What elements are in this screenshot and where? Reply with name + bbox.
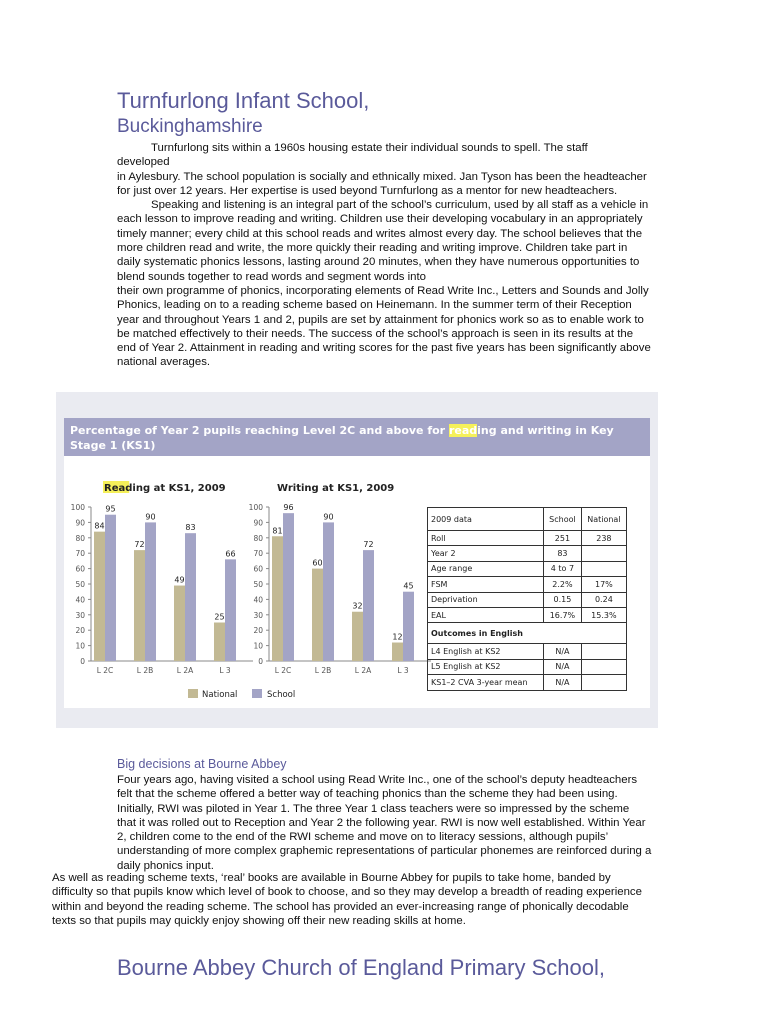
table-row xyxy=(428,561,627,576)
data-label: 72 xyxy=(363,540,374,550)
y-tick-label: 100 xyxy=(248,503,263,512)
bar-national xyxy=(312,569,323,661)
table-cell: 83 xyxy=(544,546,582,561)
paragraph-line: As well as reading scheme texts, ‘real’ books are available in Bourne Abbey for pupils to take home, banded by xyxy=(52,872,611,884)
intro-line: daily systematic phonics lessons, lasting around 20 minutes, when they have numerous opportunities to xyxy=(117,256,640,269)
bar-national xyxy=(352,612,363,661)
table-header: School xyxy=(544,508,582,531)
school-stats-table xyxy=(427,507,627,691)
table-cell: EAL xyxy=(428,607,544,622)
y-tick-label: 20 xyxy=(253,626,263,636)
table-section-title: Outcomes in English xyxy=(428,623,582,644)
y-tick-label: 80 xyxy=(75,533,85,543)
table-cell: Deprivation xyxy=(428,592,544,607)
table-row xyxy=(428,531,627,546)
paragraph-line: within and beyond the reading scheme. The school has provided an ever-increasing range of phonically decodable xyxy=(52,900,629,913)
table-cell: 238 xyxy=(581,531,626,546)
intro-line: more children read and write, the more quickly their reading and writing improve. Children take part in xyxy=(117,242,628,255)
data-label: 96 xyxy=(283,503,294,513)
figure-header-text: Percentage of Year 2 pupils reaching Level 2C and above for xyxy=(70,424,449,437)
paragraph-line: understanding of more complex graphemic representations of particular phonemes are reinforced during a xyxy=(117,845,652,858)
bar-school xyxy=(105,515,116,661)
legend-school-swatch xyxy=(252,689,262,698)
table-cell: 15.3% xyxy=(581,607,626,622)
paragraph-line: daily phonics input. xyxy=(117,859,214,872)
data-label: 95 xyxy=(105,504,116,514)
table-cell: 4 to 7 xyxy=(544,561,582,576)
table-cell xyxy=(581,644,626,659)
bar-school xyxy=(283,513,294,661)
data-label: 60 xyxy=(312,558,323,568)
x-tick-label: L 3 xyxy=(397,666,409,675)
paragraph-line: Initially, RWI was piloted in Year 1. The three Year 1 class teachers were so impressed by the scheme xyxy=(117,802,630,815)
bar-national xyxy=(214,623,225,662)
data-label: 25 xyxy=(214,612,225,622)
y-tick-label: 10 xyxy=(75,641,85,651)
table-header: 2009 data xyxy=(428,508,544,531)
data-label: 32 xyxy=(352,601,363,611)
bar-national xyxy=(134,550,145,661)
intro-line: timely manner; every child at this school reads and writes almost every day. The school believes that the xyxy=(117,227,643,240)
y-tick-label: 40 xyxy=(253,595,263,605)
data-label: 45 xyxy=(403,581,414,591)
table-row xyxy=(428,607,627,622)
y-tick-label: 60 xyxy=(75,564,85,574)
x-tick-label: L 2C xyxy=(274,666,292,675)
bar-school xyxy=(403,592,414,661)
y-tick-label: 50 xyxy=(75,580,85,589)
intro-line: for just over 12 years. Her expertise is used beyond Turnfurlong as a mentor for new headteachers. xyxy=(117,184,618,197)
table-cell: FSM xyxy=(428,577,544,592)
table-cell: 0.15 xyxy=(544,592,582,607)
bar-school xyxy=(323,522,334,661)
bar-school xyxy=(225,559,236,661)
intro-line: Speaking and listening is an integral part of the school’s curriculum, used by all staff as a vehicle in xyxy=(151,199,649,212)
intro-line: Phonics, leading on to a reading scheme based on Heinemann. In the summer term of their Reception xyxy=(117,299,632,312)
table-cell: Roll xyxy=(428,531,544,546)
x-tick-label: L 2A xyxy=(354,666,372,675)
table-cell xyxy=(581,659,626,674)
intro-line: blend sounds together to read words and segment words into xyxy=(117,270,427,283)
bar-national xyxy=(392,643,403,661)
paragraph-line: Four years ago, having visited a school using Read Write Inc., one of the school’s deputy headteachers xyxy=(117,774,638,786)
table-row xyxy=(428,675,627,690)
table-cell: 17% xyxy=(581,577,626,592)
intro-line: end of Year 2. Attainment in reading and writing scores for the past five years has been significantly above xyxy=(117,342,651,355)
table-cell xyxy=(581,623,626,644)
intro-line: Turnfurlong sits within a 1960s housing estate their individual sounds to spell. The staff xyxy=(151,142,588,154)
y-tick-label: 0 xyxy=(80,657,85,666)
table-cell: KS1–2 CVA 3-year mean xyxy=(428,675,544,690)
intro-line: in Aylesbury. The school population is socially and ethnically mixed. Jan Tyson has been the headteacher xyxy=(117,170,647,183)
bar-national xyxy=(174,586,185,661)
next-school-title: Bourne Abbey Church of England Primary School, xyxy=(117,955,605,980)
legend-national-swatch xyxy=(188,689,198,698)
data-label: 72 xyxy=(134,540,145,550)
intro-line: be matched effectively to their needs. The success of the school’s approach is seen in its results at the xyxy=(117,327,634,340)
paragraph-line: difficulty so that pupils know which level of book to choose, and so they may develop a breadth of reading experience xyxy=(52,886,642,899)
bar-school xyxy=(363,550,374,661)
table-cell xyxy=(581,561,626,576)
table-row xyxy=(428,577,627,592)
table-cell: 251 xyxy=(544,531,582,546)
intro-line: year and throughout Years 1 and 2, pupils are set by attainment for phonics work so as to enable work to xyxy=(117,313,644,326)
intro-line: national averages. xyxy=(117,356,211,369)
bar-national xyxy=(272,536,283,661)
intro-line: their own programme of phonics, incorporating elements of Read Write Inc., Letters and Sounds and Jolly xyxy=(117,284,649,297)
table-cell xyxy=(581,675,626,690)
x-tick-label: L 2B xyxy=(314,666,332,675)
table-row xyxy=(428,592,627,607)
chart-title xyxy=(277,483,394,494)
data-label: 81 xyxy=(272,526,283,536)
figure-header-text: ing and writing in Key Stage 1 (KS1) xyxy=(70,424,614,452)
y-tick-label: 90 xyxy=(75,518,85,528)
y-tick-label: 50 xyxy=(253,580,263,589)
legend-national-label: National xyxy=(202,690,238,700)
intro-line: each lesson to improve reading and writing. Children use their developing vocabulary in an appropriately xyxy=(117,213,643,226)
bar-school xyxy=(145,522,156,661)
data-label: 66 xyxy=(225,549,236,559)
table-row xyxy=(428,644,627,659)
table-cell xyxy=(581,546,626,561)
x-tick-label: L 3 xyxy=(219,666,231,675)
y-tick-label: 80 xyxy=(253,533,263,543)
chart-title xyxy=(104,483,226,494)
bar-school xyxy=(185,533,196,661)
x-tick-label: L 2C xyxy=(96,666,114,675)
y-tick-label: 0 xyxy=(258,657,263,666)
data-label: 90 xyxy=(145,512,156,522)
bar-national xyxy=(94,532,105,661)
x-tick-label: L 2B xyxy=(136,666,154,675)
table-cell: L5 English at KS2 xyxy=(428,659,544,674)
bourne-paragraph-2 xyxy=(52,871,732,928)
table-cell: Age range xyxy=(428,561,544,576)
table-cell: N/A xyxy=(544,659,582,674)
table-cell: 2.2% xyxy=(544,577,582,592)
x-tick-label: L 2A xyxy=(176,666,194,675)
paragraph-line: felt that the scheme offered a better way of teaching phonics than the scheme they had been using. xyxy=(117,788,618,801)
table-cell: L4 English at KS2 xyxy=(428,644,544,659)
y-tick-label: 20 xyxy=(75,626,85,636)
data-label: 90 xyxy=(323,512,334,522)
y-tick-label: 70 xyxy=(253,549,263,559)
table-row xyxy=(428,659,627,674)
school-title-line1: Turnfurlong Infant School, xyxy=(117,88,370,113)
school-title-line2: Buckinghamshire xyxy=(117,116,263,137)
table-cell: 0.24 xyxy=(581,592,626,607)
y-tick-label: 60 xyxy=(253,564,263,574)
paragraph-line: texts so that pupils may quickly enjoy showing off their new reading skills at home. xyxy=(52,914,466,927)
data-label: 12 xyxy=(392,632,403,642)
y-tick-label: 30 xyxy=(75,610,85,620)
data-label: 83 xyxy=(185,523,196,533)
paragraph-line: that it was rolled out to Reception and Year 2 the following year. RWI is now well established. Within Year xyxy=(117,816,646,829)
y-tick-label: 90 xyxy=(253,518,263,528)
table-cell: N/A xyxy=(544,644,582,659)
table-cell: N/A xyxy=(544,675,582,690)
y-tick-label: 30 xyxy=(253,610,263,620)
chart-title-highlight: Read xyxy=(104,483,133,494)
table-cell: Year 2 xyxy=(428,546,544,561)
intro-line: developed xyxy=(117,156,170,169)
table-section-row xyxy=(428,623,627,644)
y-tick-label: 40 xyxy=(75,595,85,605)
figure-header-highlight: read xyxy=(448,424,478,437)
table-cell: 16.7% xyxy=(544,607,582,622)
paragraph-line: 2, children come to the end of the RWI scheme and move on to literacy sessions, although pupils’ xyxy=(117,831,609,844)
y-tick-label: 70 xyxy=(75,549,85,559)
y-tick-label: 100 xyxy=(70,503,85,512)
table-header: National xyxy=(581,508,626,531)
table-row xyxy=(428,546,627,561)
chart-title-text: ing at KS1, 2009 xyxy=(132,483,226,494)
data-label: 49 xyxy=(174,575,185,585)
table-header-row xyxy=(428,508,627,531)
y-tick-label: 10 xyxy=(253,641,263,651)
section-subheading: Big decisions at Bourne Abbey xyxy=(117,757,287,771)
chart-title-text: Writing at KS1, 2009 xyxy=(277,483,395,494)
data-label: 84 xyxy=(94,521,105,531)
bourne-paragraph-1 xyxy=(117,773,727,873)
legend-school-label: School xyxy=(267,690,296,700)
